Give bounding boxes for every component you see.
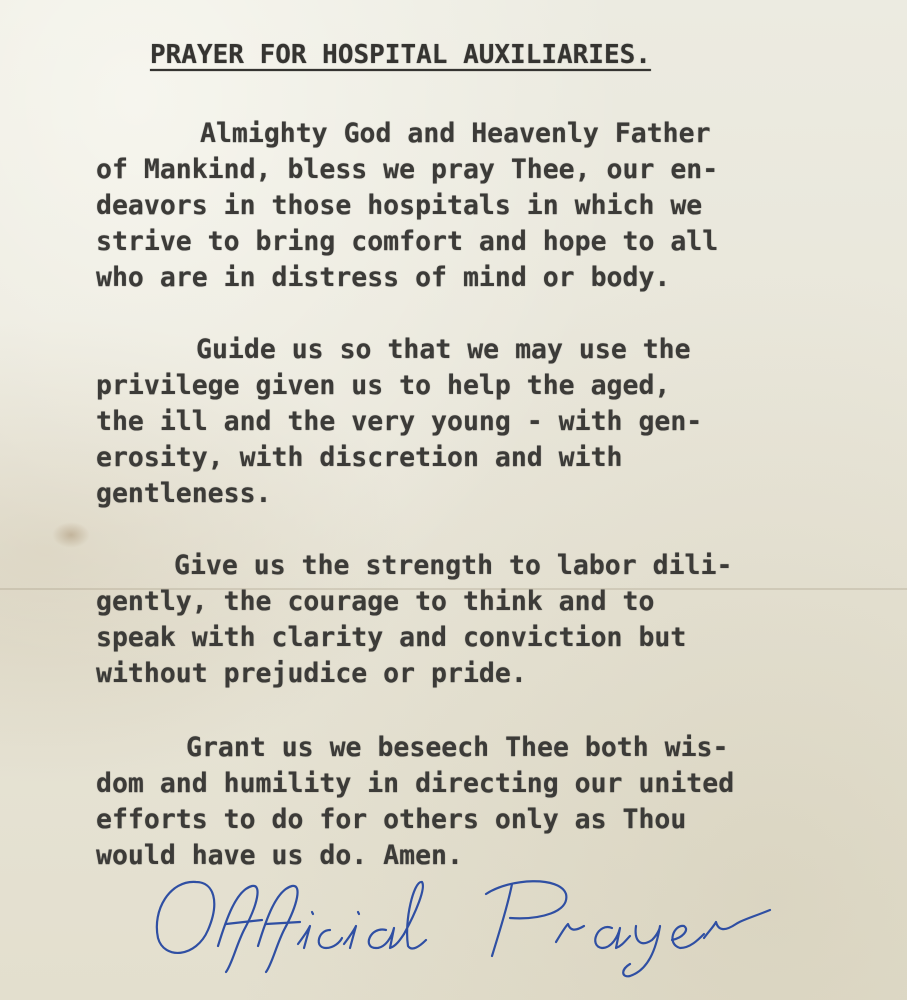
text-line: Give us the strength to labor dili- (174, 550, 733, 581)
paragraph-3 (96, 548, 732, 692)
text-line: dom and humility in directing our united (96, 768, 735, 799)
document-title: PRAYER FOR HOSPITAL AUXILIARIES. (150, 40, 651, 70)
text-line: efforts to do for others only as Thou (96, 804, 687, 835)
text-line: speak with clarity and conviction but (96, 622, 687, 653)
text-line: deavors in those hospitals in which we (96, 190, 703, 221)
paper-stain (52, 522, 90, 548)
text-line: without prejudice or pride. (96, 658, 527, 689)
text-line: Almighty God and Heavenly Father (200, 118, 711, 149)
paragraph-4 (96, 730, 734, 874)
text-line: Guide us so that we may use the (196, 334, 691, 365)
text-line: privilege given us to help the aged, (96, 370, 671, 401)
text-line: gentleness. (96, 478, 272, 509)
text-line: of Mankind, bless we pray Thee, our en- (96, 154, 719, 185)
text-line: the ill and the very young - with gen- (96, 406, 703, 437)
paragraph-1 (96, 116, 718, 296)
text-line: strive to bring comfort and hope to all (96, 226, 719, 257)
text-line: gently, the courage to think and to (96, 586, 655, 617)
text-line: would have us do. Amen. (96, 840, 463, 871)
paragraph-2 (96, 332, 702, 512)
text-line: who are in distress of mind or body. (96, 262, 671, 293)
text-line: erosity, with discretion and with (96, 442, 623, 473)
text-line: Grant us we beseech Thee both wis- (186, 732, 729, 763)
handwriting-drawing (0, 860, 907, 980)
handwritten-note (0, 860, 907, 980)
